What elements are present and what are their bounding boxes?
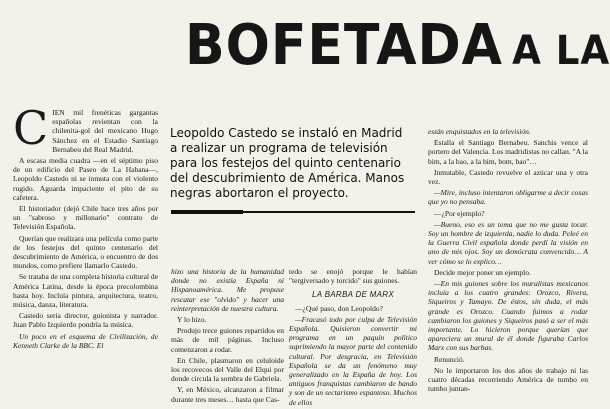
divider-rule xyxy=(171,210,243,214)
paragraph: hizo una historia de la humanidad donde no existía España ni Hispanoamérica. Me propuse rescatar ese "olvido" y hacer una reinterpretación de nuestra cultura. xyxy=(171,267,284,313)
paragraph: Decide mejor poner un ejemplo. xyxy=(434,267,531,277)
lead-paragraph: Leopoldo Castedo se instaló en Madrid a realizar un programa de televisión para los festejos del quinto centenario del descubrimiento de América. Manos negras abortaron el proyecto. xyxy=(170,126,405,200)
column-4 xyxy=(428,127,588,395)
headline xyxy=(185,13,610,78)
paragraph: En Chile, plasmaron en celuloide los recovecos del Valle del Elqui por donde circula la sombra de Gabriela. xyxy=(171,355,284,384)
paragraph: Produjo trece guiones repartidos en más de mil páginas. Incluso comenzaron a rodar. xyxy=(171,326,284,354)
paragraph: No le importaron los dos años de trabajo ni las cuatro décadas recorriendo América de tumbo en tumbo juntan- xyxy=(428,365,588,394)
paragraph: —Bueno, eso es un tema que no me gusta tocar. Soy un hombre de izquierda, nadie lo duda. Peleé en la Guerra Civil española donde perdí la visión en uno de mis ojos. Soy un demócrata convencido… A ver cómo se lo explico… xyxy=(428,219,588,266)
paragraph: IEN mil frenéticas gargantas españolas revientan con la chilenita-gol del mexicano Hugo Sánchez en el Estadio Santiago Bernabeu del Real Madrid. xyxy=(52,108,158,154)
paragraph: Inmutable, Castedo revuelve el azúcar una y otra vez. xyxy=(428,167,588,187)
paragraph: —¿Qué paso, don Leopoldo? xyxy=(295,303,383,313)
column-1 xyxy=(13,101,158,352)
paragraph: tedo se enojó porque le habían "tergiversado y torcido" sus guiones. xyxy=(289,267,417,286)
paragraph: Castedo sería director, guionista y narrador. Juan Pablo Izquierdo pondría la música. xyxy=(13,311,158,330)
paragraph: —En mis guiones sobre los muralistas mexicanos incluía a los cuatro grandes: Orozco, Rivera, Siqueiros y Tamayo. De éstos, sin duda, el más grande es Orozco. Cuando fuimos a rodar cambiaron los guiones y Siqueiros pasó a ser el más importante. Lo hicieron porque querían que apareciera un mural de él donde figuraba Carlos Marx con sus barbas. xyxy=(428,279,588,353)
paragraph: Y, en México, alcanzaron a filmar durante tres meses… hasta que Cas- xyxy=(171,385,284,404)
paragraph: —Fracasó todo por culpa de Televisión Española. Quisieron convertir mi programa en un paquín político suprimiendo la mayor parte del contenido cultural. Por desgracia, en Televisión Española se da un fenómeno muy generalizado en la España de hoy. Los antiguos franquistas cambiaron de bando y son de un sectarismo espantoso. Muchos de ellos xyxy=(289,314,417,407)
headline-main: BOFETADA xyxy=(185,13,503,78)
column-3 xyxy=(289,267,417,409)
paragraph: Estalla el Santiago Bernabeu. Sanchis vence al portero del Valencia. Los madridistas no callan. "A la bim, a la bao, a la bim, bom, bao"… xyxy=(428,138,588,166)
paragraph: Querían que realizara una película como parte de los festejos del quinto centenario del descubrimiento de América, o encuentro de dos mundos, como prefiere llamarlo Castedo. xyxy=(13,233,158,271)
subheading: LA BARBA DE MARX xyxy=(311,290,394,300)
paragraph: Y lo hizo. xyxy=(177,315,207,325)
paragraph: Se trataba de una completa historia cultural de América Latina, desde la época precolombina hasta hoy. Incluía pintura, arquitectura, teatro, música, danza, literatura. xyxy=(13,272,158,310)
paragraph: Renunció. xyxy=(434,354,465,364)
paragraph: Un poco en el esquema de Civilización, de Kenneth Clarke de la BBC. El xyxy=(13,331,158,350)
headline-tail: A LA xyxy=(512,28,610,74)
paragraph: están enquistados en la televisión. xyxy=(428,127,531,136)
paragraph: —¿Por ejemplo? xyxy=(434,208,485,218)
drop-cap: C xyxy=(13,101,49,155)
paragraph: A escasa media cuadra —en el séptimo piso de un edificio del Paseo de La Habana—, Leopoldo Castedo ni se inmuta con el violento rugido. Aguarda impaciente el pito de su cafetera. xyxy=(13,156,158,202)
column-2 xyxy=(171,267,284,406)
paragraph: —Mire, incluso intentaron obligarme a decir cosas que yo no pensaba. xyxy=(428,188,588,207)
paragraph: El historiador (dejó Chile hace tres años por un "sabroso y millonario" contrato de Televisión Española. xyxy=(13,204,158,232)
divider-rule-thin xyxy=(243,211,415,213)
